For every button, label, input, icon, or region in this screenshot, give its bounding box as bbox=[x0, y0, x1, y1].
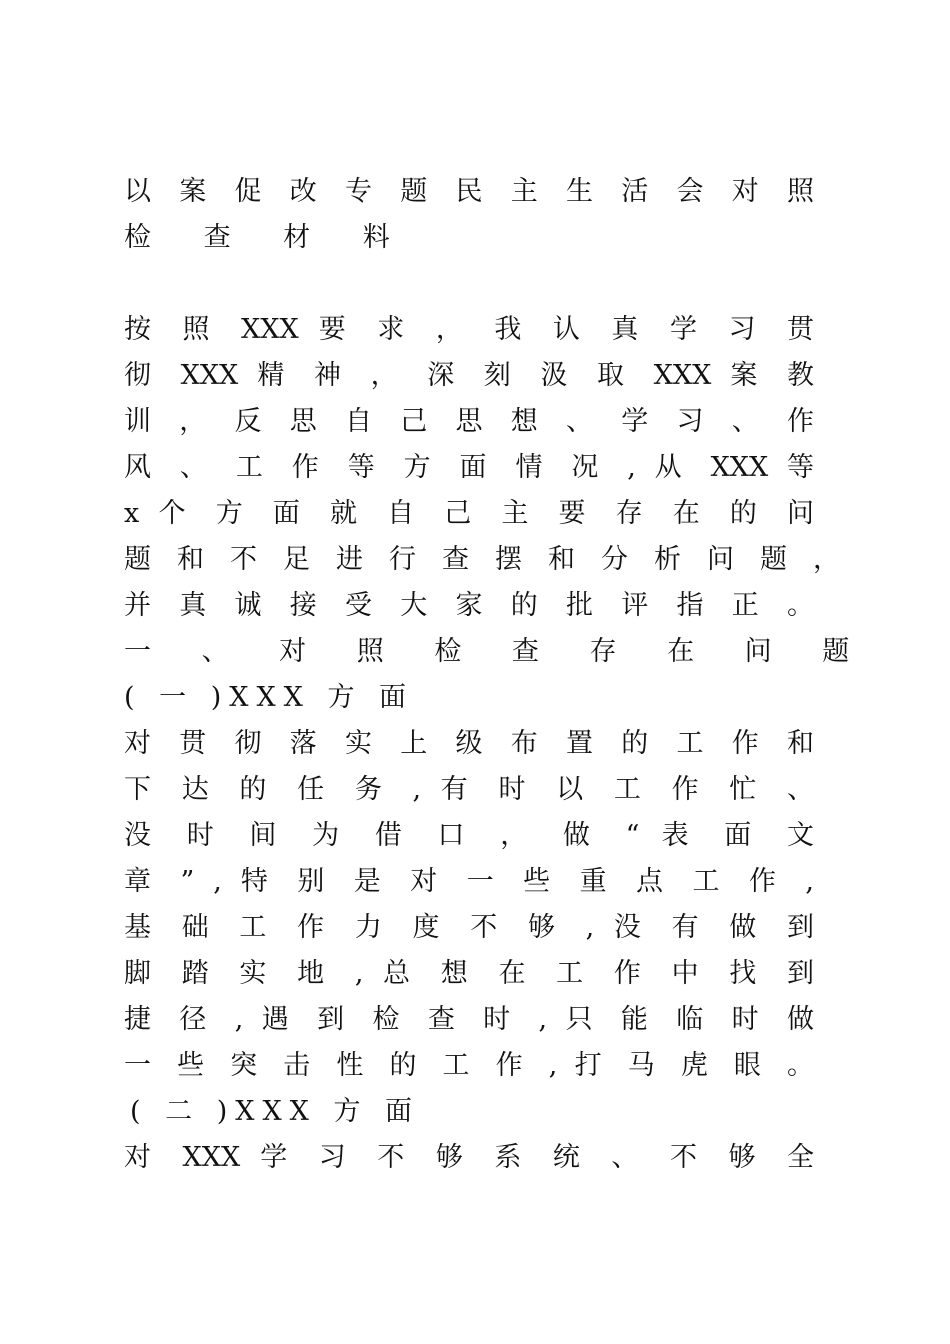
body-line-17: 一 些 突 击 性 的 工 作 , 打 马 虎 眼 。 bbox=[124, 1050, 814, 1081]
body-line-13: 章 ” , 特 别 是 对 一 些 重 点 工 作 , bbox=[124, 866, 814, 897]
body-line-11: 下 达 的 任 务 , 有 时 以 工 作 忙 、 bbox=[124, 774, 814, 805]
body-line-10: 对 贯 彻 落 实 上 级 布 置 的 工 作 和 bbox=[124, 728, 814, 759]
body-line-5: x 个 方 面 就 自 己 主 要 存 在 的 问 bbox=[124, 498, 814, 529]
section-heading-1: 一 、 对 照 检 查 存 在 问 题 bbox=[124, 636, 871, 667]
title-line-2: 检 查 材 料 bbox=[124, 222, 412, 253]
body-line-12: 没 时 间 为 借 口 ， 做 “ 表 面 文 bbox=[124, 820, 814, 851]
subsection-heading-2: ( 二 )XXX 方 面 bbox=[130, 1096, 421, 1127]
body-line-4: 风 、 工 作 等 方 面 情 况 , 从 XXX 等 bbox=[124, 452, 814, 483]
body-line-7: 并 真 诚 接 受 大 家 的 批 评 指 正 。 bbox=[124, 590, 814, 621]
title-line-1: 以 案 促 改 专 题 民 主 生 活 会 对 照 bbox=[124, 176, 814, 207]
subsection-heading-1: ( 一 )XXX 方 面 bbox=[124, 682, 415, 713]
body-line-14: 基 础 工 作 力 度 不 够 , 没 有 做 到 bbox=[124, 912, 814, 943]
body-line-3: 训 ， 反 思 自 己 思 想 、 学 习 、 作 bbox=[124, 406, 814, 437]
body-line-6: 题 和 不 足 进 行 查 摆 和 分 析 问 题 ， bbox=[124, 544, 840, 575]
body-line-15: 脚 踏 实 地 , 总 想 在 工 作 中 找 到 bbox=[124, 958, 814, 989]
body-line-1: 按 照 XXX 要 求 ， 我 认 真 学 习 贯 bbox=[124, 314, 814, 345]
body-line-2: 彻 XXX 精 神 ， 深 刻 汲 取 XXX 案 教 bbox=[124, 360, 814, 391]
body-line-19: 对 XXX 学 习 不 够 系 统 、 不 够 全 bbox=[124, 1142, 814, 1173]
body-line-16: 捷 径 , 遇 到 检 查 时 , 只 能 临 时 做 bbox=[124, 1004, 814, 1035]
